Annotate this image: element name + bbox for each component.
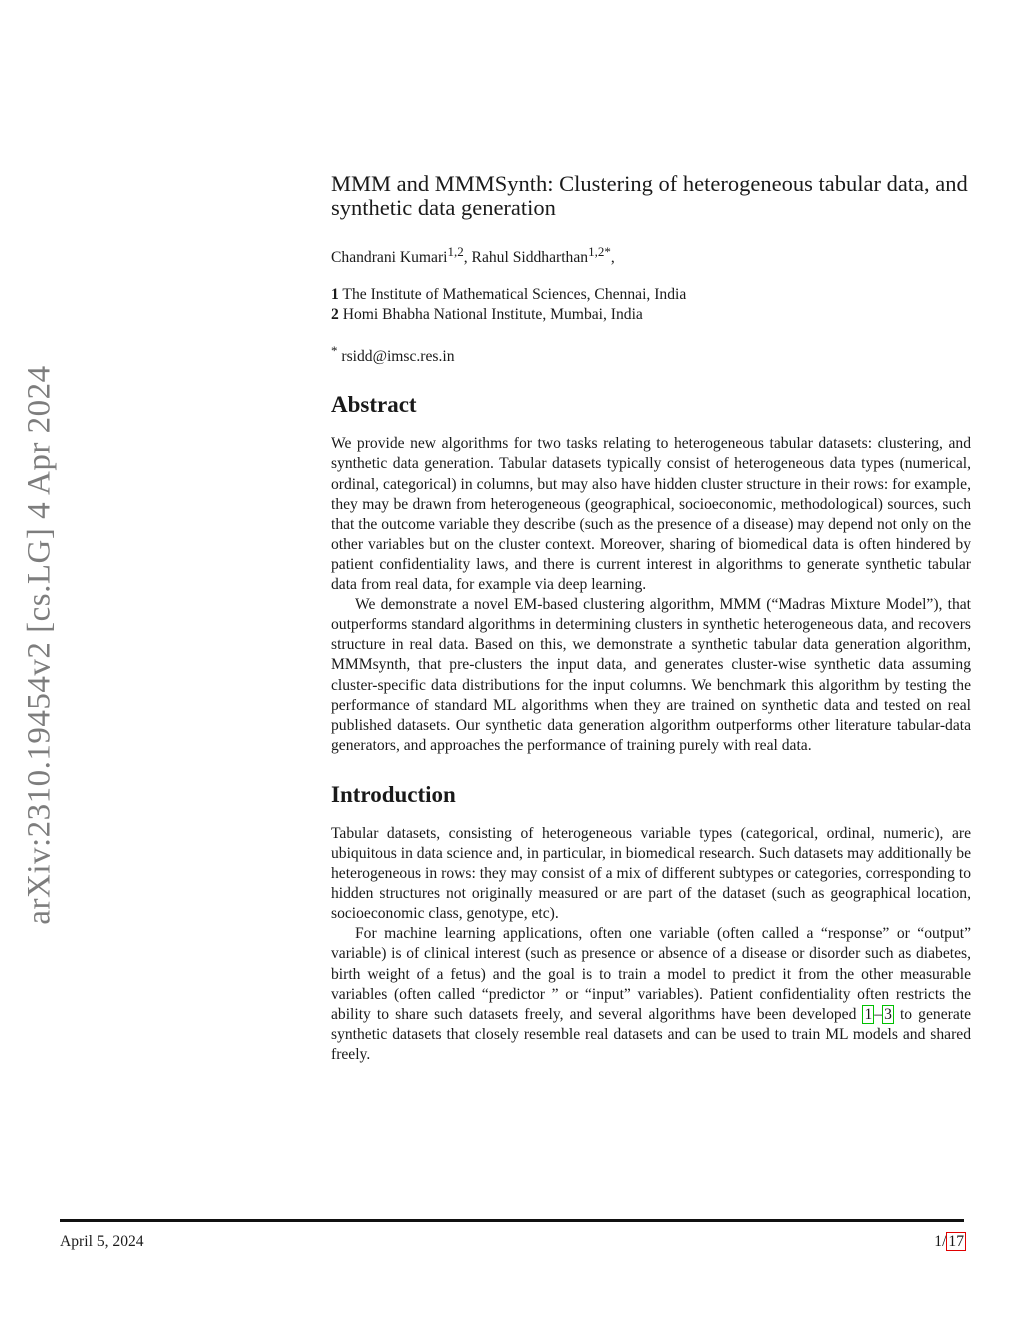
arxiv-identifier: arXiv:2310.19454v2 [cs.LG] 4 Apr 2024: [21, 365, 58, 925]
citation-link[interactable]: 3: [884, 1005, 892, 1023]
abstract-paragraph: We provide new algorithms for two tasks relating to heterogeneous tabular datasets: clustering, and synthetic data generation. Tabular datasets typically consist of heterogeneous data types (numerical, ordinal, categorical) in columns, but may also have hidden cluster structure in their rows: for example, they may be drawn from heterogeneous (geographical, socioeconomic, methodological) sources, such that the outcome variable they describe (such as the presence of a disease) may depend not only on the other variables but on the cluster context. Moreover, sharing of biomedical data is often hindered by patient confidentiality laws, and there is current interest in algorithms to generate synthetic tabular data from real data, for example via deep learning.: [331, 435, 971, 594]
citation-link[interactable]: 1: [864, 1005, 873, 1023]
introduction-paragraph: Tabular datasets, consisting of heterogeneous variable types (categorical, ordinal, numeric), are ubiquitous in data science and, in particular, in biomedical research. Such datasets may additionally be heterogeneous in rows: they may consist of a mix of different subtypes or categories, corresponding to hidden structures not originally measured or are part of the dataset (such as geographical location, socioeconomic class, genotype, etc).: [331, 824, 971, 923]
affiliation-list: [331, 285, 971, 325]
introduction-paragraph: [331, 924, 971, 1065]
abstract-heading: Abstract: [331, 392, 417, 418]
affiliation-text: The Institute of Mathematical Sciences, Chennai, India: [342, 286, 687, 304]
corresponding-email: * rsidd@imsc.res.in: [331, 343, 455, 366]
author-name: Chandrani Kumari: [331, 249, 448, 267]
total-pages-link[interactable]: 17: [948, 1233, 964, 1250]
current-page: 1: [934, 1233, 943, 1250]
paragraph-text: to generate synthetic datasets that closely resemble real datasets and can be used to train ML models and shared freely.: [331, 1005, 971, 1063]
citation-dash: –: [874, 1005, 883, 1023]
author-list: Chandrani Kumari$^{1,2}$, Rahul Siddharthan$^{1,2*}$,: [331, 244, 615, 267]
paper-body: [331, 172, 971, 1065]
abstract-paragraph: We demonstrate a novel EM-based clustering algorithm, MMM (“Madras Mixture Model”), that outperforms standard algorithms in determining clusters in synthetic heterogeneous data, and recovers structure in real data. Based on this, we demonstrate a synthetic tabular data generation algorithm, MMMsynth, that pre-clusters the input data, and generates cluster-wise synthetic data assuming cluster-specific data distributions for the input columns. We benchmark this algorithm by testing the performance of standard ML algorithms when they are trained on synthetic data and tested on real published datasets. Our synthetic data generation algorithm outperforms other literature tabular-data generators, and approaches the performance of training purely with real data.: [331, 596, 971, 754]
footer-date: April 5, 2024: [60, 1233, 144, 1250]
paragraph-text: For machine learning applications, often one variable (often called a “response” or “output” variable) is of clinical interest (such as presence or absence of a disease or disorder such as diabetes, birth weight of a fetus) and the goal is to train a model to predict it from the other measurable variables (often called “predictor ” or “input” variables). Patient confidentiality often restricts the ability to share such datasets freely, and several algorithms have been developed: [331, 925, 971, 1023]
footer-rule: [60, 1219, 964, 1222]
paper-title: MMM and MMMSynth: Clustering of heterogeneous tabular data, and synthetic data generation: [331, 171, 968, 220]
affiliation-number: 2: [331, 306, 339, 324]
affiliation-item: [331, 285, 971, 305]
email-address[interactable]: rsidd@imsc.res.in: [341, 348, 455, 366]
introduction-heading: Introduction: [331, 781, 456, 807]
affiliation-text: Homi Bhabha National Institute, Mumbai, India: [342, 306, 643, 324]
affiliation-item: [331, 305, 971, 325]
affiliation-number: 1: [331, 286, 339, 304]
author-name: Rahul Siddharthan: [471, 249, 589, 267]
author-affiliation-marker: 1,2: [447, 244, 464, 259]
page-number: 1/ 17: [934, 1233, 964, 1250]
author-affiliation-marker: 1,2*: [588, 244, 611, 259]
